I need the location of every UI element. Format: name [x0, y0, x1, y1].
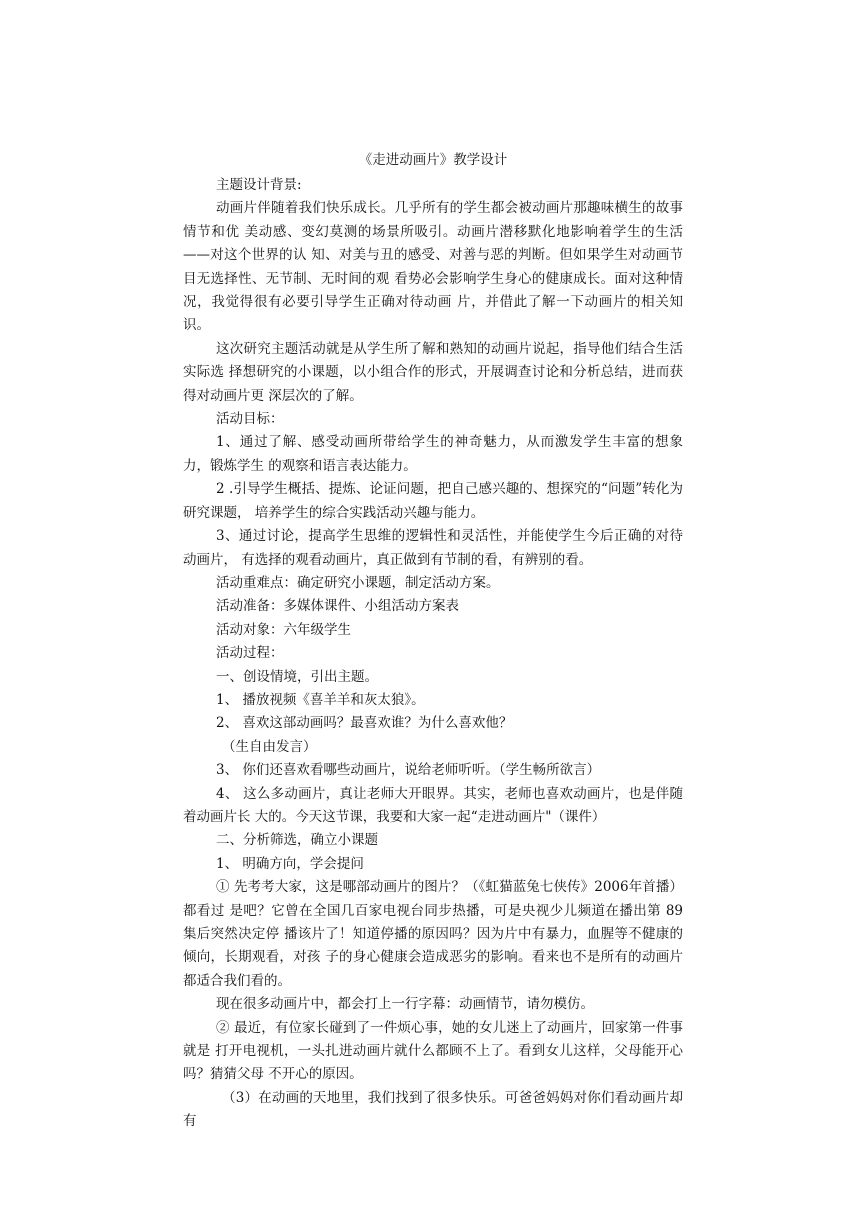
section-2-heading: 二、分析筛选，确立小课题: [216, 832, 378, 849]
heading-background: 主题设计背景:: [216, 177, 302, 193]
audience: 活动对象：六年级学生: [216, 621, 351, 638]
step-2-1: 1、 明确方向，学会提问: [216, 855, 364, 872]
step-1-1: 1、 播放视频《喜羊羊和灰太狼》。: [216, 691, 425, 708]
goal-item-3: 3、通过讨论，提高学生思维的逻辑性和灵活性，并能使学生今后正确的对待动画片， 有选择的观看动画片，真正做到有节制的看，有辨别的看。: [183, 528, 683, 568]
document-page: [183, 150, 683, 1134]
step-2-1-a: ① 先考考大家，这是哪部动画片的图片？（《虹猫蓝兔七侠传》2006年首播）都看过 是吧？它曾在全国几百家电视台同步热播，可是央视少儿频道在播出第 89 集后突然决定停 播该片了！知道停播的原因吗？因为片中有暴力，血腥等不健康的倾向，长期观看，对孩 子的身心健康会造成恶劣的影响。看来也不是所有的动画片都适合我们看的。: [183, 879, 683, 989]
step-1-4: 4、 这么多动画片，真让老师大开眼界。其实，老师也喜欢动画片，也是伴随着动画片长 大的。今天这节课，我要和大家一起“走进动画片"（课件）: [183, 785, 683, 825]
key-points: 活动重难点：确定研究小课题，制定活动方案。: [216, 574, 500, 591]
step-1-3: 3、 你们还喜欢看哪些动画片，说给老师听听。（学生畅所欲言）: [216, 762, 601, 779]
step-2-1-c: （3）在动画的天地里，我们找到了很多快乐。可爸爸妈妈对你们看动画片却有: [183, 1089, 683, 1130]
goal-item-1: 1、通过了解、感受动画所带给学生的神奇魅力，从而激发学生丰富的想象力，锻炼学生 的观察和语言表达能力。: [183, 434, 683, 474]
step-1-2-note: （生自由发言）: [222, 738, 317, 755]
step-1-2: 2、 喜欢这部动画吗？最喜欢谁？为什么喜欢他？: [216, 715, 513, 732]
preparation: 活动准备：多媒体课件、小组活动方案表: [216, 598, 459, 615]
paragraph-background: 动画片伴随着我们快乐成长。几乎所有的学生都会被动画片那趣味横生的故事情节和优 美动感、变幻莫测的场景所吸引。动画片潜移默化地影响着学生的生活——对这个世界的认 知、对美与丑的感受、对善与恶的判断。但如果学生对动画节目无选择性、无节制、无时间的观 看势必会影响学生身心的健康成长。面对这种情况，我觉得很有必要引导学生正确对待动画 片，并借此了解一下动画片的相关知识。: [183, 200, 683, 334]
heading-process: 活动过程：: [216, 645, 284, 662]
step-2-1-b: ② 最近，有位家长碰到了一件烦心事，她的女儿迷上了动画片，回家第一件事就是 打开电视机，一头扎进动画片就什么都顾不上了。看到女儿这样，父母能开心吗？猜猜父母 不开心的原因。: [183, 1019, 683, 1083]
step-2-1-a-note: 现在很多动画片中，都会打上一行字幕：动画情节，请勿模仿。: [216, 996, 594, 1013]
document-title: 《走进动画片》教学设计: [358, 152, 508, 168]
heading-goals: 活动目标：: [216, 411, 284, 428]
paragraph-research-intro: 这次研究主题活动就是从学生所了解和熟知的动画片说起，指导他们结合生活实际选 择想研究的小课题，以小组合作的形式，开展调查讨论和分析总结，进而获得对动画片更 深层次的了解。: [183, 340, 683, 404]
section-1-heading: 一、创设情境，引出主题。: [216, 668, 378, 685]
goal-item-2: 2 .引导学生概括、提炼、论证问题，把自己感兴趣的、想探究的“问题”转化为研究课题， 培养学生的综合实践活动兴趣与能力。: [183, 481, 683, 521]
